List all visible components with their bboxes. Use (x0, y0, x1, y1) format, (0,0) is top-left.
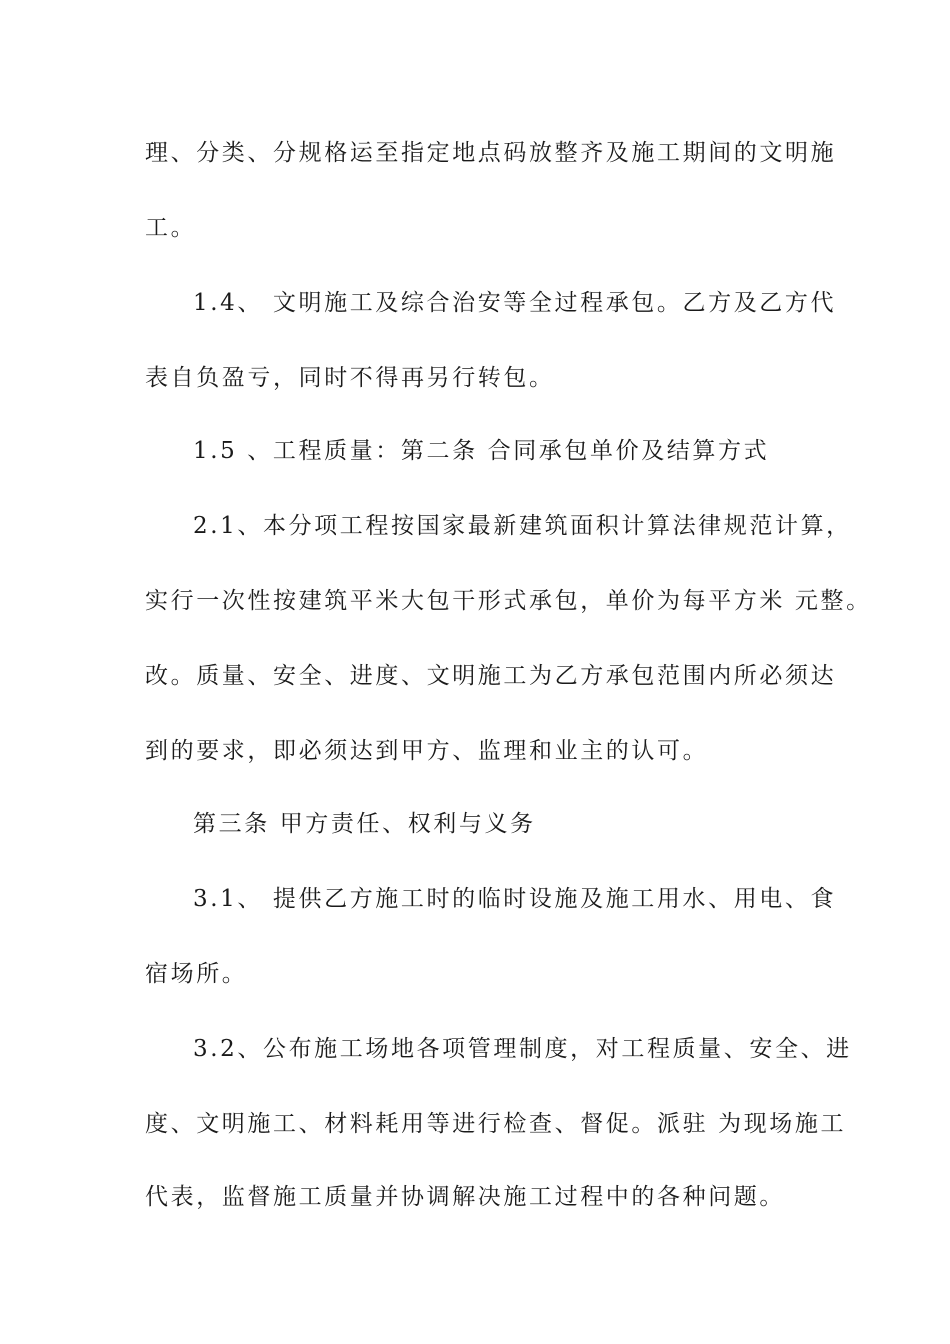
text-line: 表自负盈亏，同时不得再另行转包。 (145, 365, 555, 391)
text-line: 工。 (145, 215, 197, 241)
section-heading: 第三条 甲方责任、权利与义务 (193, 811, 536, 837)
text-line: 1.4、 文明施工及综合治安等全过程承包。乙方及乙方代 (193, 290, 837, 316)
text-line: 3.2、公布施工场地各项管理制度，对工程质量、安全、进 (193, 1036, 852, 1062)
text-line: 理、分类、分规格运至指定地点码放整齐及施工期间的文明施 (145, 140, 837, 166)
text-line: 实行一次性按建筑平米大包干形式承包，单价为每平方米 元整。 (145, 588, 872, 614)
text-line: 改。质量、安全、进度、文明施工为乙方承包范围内所必须达 (145, 663, 837, 689)
section-heading: 1.5 、工程质量：第二条 合同承包单价及结算方式 (193, 438, 770, 464)
text-line: 3.1、 提供乙方施工时的临时设施及施工用水、用电、食 (193, 886, 837, 912)
text-line: 代表，监督施工质量并协调解决施工过程中的各种问题。 (145, 1184, 785, 1210)
text-line: 度、文明施工、材料耗用等进行检查、督促。派驻 为现场施工 (145, 1111, 847, 1137)
text-line: 到的要求，即必须达到甲方、监理和业主的认可。 (145, 738, 709, 764)
text-line: 宿场所。 (145, 961, 248, 987)
text-line: 2.1、本分项工程按国家最新建筑面积计算法律规范计算， (193, 513, 852, 539)
